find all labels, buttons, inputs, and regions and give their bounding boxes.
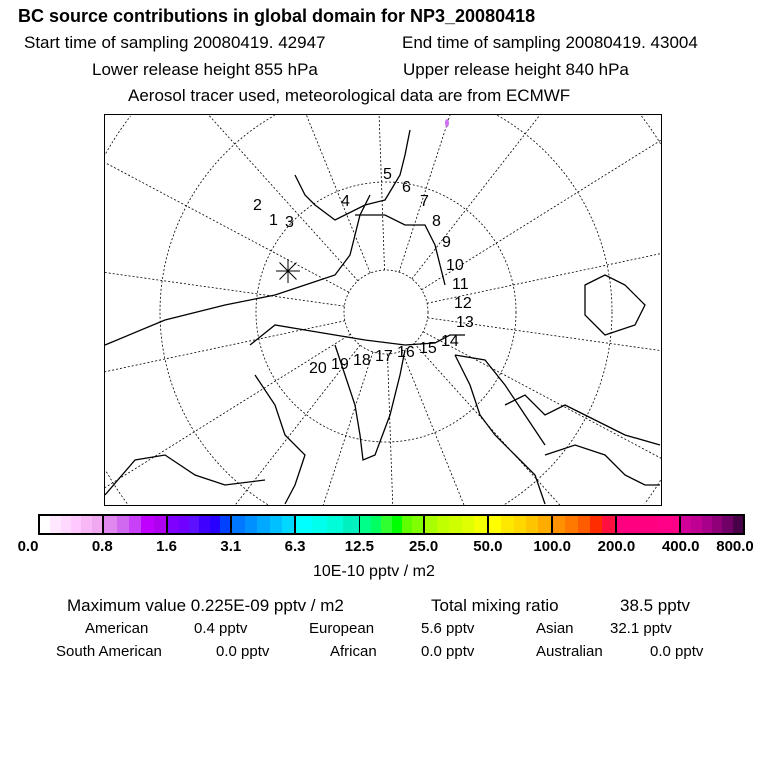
meridian-line — [323, 352, 373, 505]
concentration-spot — [445, 119, 449, 127]
colorbar-segment — [425, 516, 489, 533]
colorbar-segment — [168, 516, 232, 533]
color-swatch — [425, 516, 437, 533]
coastline — [545, 445, 660, 485]
color-swatch — [71, 516, 81, 533]
color-swatch — [617, 516, 638, 533]
meridian-line — [105, 163, 349, 293]
color-swatch — [257, 516, 269, 533]
region-value: 0.0 pptv — [216, 643, 270, 660]
polar-map — [104, 114, 662, 506]
color-swatch — [154, 516, 166, 533]
colorbar-tick-label: 100.0 — [533, 538, 571, 555]
latitude-circle — [256, 182, 516, 442]
colorbar-segment — [617, 516, 681, 533]
color-swatch — [117, 516, 129, 533]
color-swatch — [61, 516, 71, 533]
trajectory-label: 15 — [419, 340, 437, 357]
color-swatch — [722, 516, 732, 533]
trajectory-label: 4 — [341, 193, 350, 210]
trajectory-label: 20 — [309, 360, 327, 377]
meridian-line — [209, 115, 358, 281]
region-value: 0.4 pptv — [194, 620, 248, 637]
colorbar-tick-label: 400.0 — [661, 538, 700, 555]
color-swatch — [168, 516, 178, 533]
trajectory-label: 12 — [454, 295, 472, 312]
color-swatch — [702, 516, 712, 533]
colorbar-segment — [489, 516, 553, 533]
color-swatch — [81, 516, 91, 533]
coastline — [105, 455, 265, 495]
meridian-line — [105, 334, 350, 487]
map-canvas — [105, 115, 661, 505]
color-swatch — [343, 516, 359, 533]
color-swatch — [232, 516, 244, 533]
max-value-label: Maximum value 0.225E-09 pptv / m2 — [67, 596, 344, 615]
meridian-line — [105, 273, 344, 307]
color-swatch — [412, 516, 422, 533]
region-name: South American — [56, 643, 162, 660]
color-swatch — [538, 516, 550, 533]
total-mixing-value: 38.5 pptv — [620, 596, 690, 615]
color-swatch — [474, 516, 486, 533]
trajectory-label: 9 — [442, 234, 451, 251]
coastline — [585, 275, 645, 335]
plot-title: BC source contributions in global domain for NP3_20080418 — [18, 6, 536, 26]
color-swatch — [282, 516, 294, 533]
color-swatch — [681, 516, 691, 533]
region-value: 32.1 pptv — [610, 620, 672, 637]
trajectory-label: 3 — [285, 214, 294, 231]
color-swatch — [360, 516, 370, 533]
trajectory-label: 13 — [456, 314, 474, 331]
color-swatch — [712, 516, 722, 533]
total-mixing-label: Total mixing ratio — [431, 596, 559, 615]
color-swatch — [501, 516, 513, 533]
region-name: Asian — [536, 620, 574, 637]
lower-release-label: Lower release height 855 hPa — [92, 60, 318, 79]
color-swatch — [602, 516, 614, 533]
meridian-line — [423, 332, 661, 459]
color-swatch — [658, 516, 679, 533]
color-swatch — [526, 516, 538, 533]
colorbar-tick-label: 25.0 — [409, 538, 439, 555]
trajectory-label: 1 — [269, 212, 278, 229]
region-name: European — [309, 620, 375, 637]
color-swatch — [578, 516, 590, 533]
colorbar-tick-label: 3.1 — [220, 538, 242, 555]
trajectory-label: 5 — [383, 166, 392, 183]
color-swatch — [553, 516, 565, 533]
color-swatch — [733, 516, 743, 533]
colorbar-tick-label: 0.8 — [91, 538, 113, 555]
colorbar-segment — [104, 516, 168, 533]
trajectory-label: 19 — [331, 356, 349, 373]
colorbar-tick-label: 0.0 — [17, 538, 39, 555]
trajectory-label: 10 — [446, 257, 464, 274]
region-name: African — [330, 643, 377, 660]
colorbar-tick-label: 1.6 — [156, 538, 177, 555]
color-swatch — [327, 516, 343, 533]
color-swatch — [189, 516, 199, 533]
latitude-circle — [344, 270, 428, 354]
colorbar-tick-label: 12.5 — [344, 538, 374, 555]
color-swatch — [50, 516, 60, 533]
colorbar-segment — [232, 516, 296, 533]
color-swatch — [141, 516, 153, 533]
trajectory-label: 11 — [452, 276, 469, 293]
color-swatch — [462, 516, 474, 533]
colorbar-unit: 10E-10 pptv / m2 — [313, 563, 435, 580]
color-swatch — [381, 516, 391, 533]
trajectory-label: 16 — [397, 344, 415, 361]
tracer-label: Aerosol tracer used, meteorological data are from ECMWF — [128, 86, 571, 105]
meridian-line — [412, 115, 540, 279]
color-swatch — [449, 516, 461, 533]
region-value: 5.6 pptv — [421, 620, 475, 637]
color-swatch — [296, 516, 312, 533]
color-swatch — [270, 516, 282, 533]
trajectory-label: 17 — [375, 348, 393, 365]
colorbar-segment — [296, 516, 360, 533]
trajectory-label: 8 — [432, 213, 441, 230]
color-swatch — [92, 516, 102, 533]
color-swatch — [402, 516, 412, 533]
trajectory-label: 7 — [420, 193, 429, 210]
meridian-line — [402, 351, 464, 505]
region-name: Australian — [536, 643, 603, 660]
region-value: 0.0 pptv — [421, 643, 475, 660]
region-name: American — [85, 620, 149, 637]
meridian-line — [306, 115, 370, 273]
colorbar-segment — [40, 516, 104, 533]
color-swatch — [199, 516, 209, 533]
region-value: 0.0 pptv — [650, 643, 704, 660]
coastline — [105, 195, 370, 345]
trajectory-label: 2 — [253, 197, 262, 214]
start-time-label: Start time of sampling 20080419. 42947 — [24, 33, 326, 52]
color-swatch — [565, 516, 577, 533]
meridian-line — [387, 354, 392, 505]
color-swatch — [489, 516, 501, 533]
colorbar-tick-label: 6.3 — [284, 538, 306, 555]
colorbar-segment — [681, 516, 743, 533]
coastline — [295, 130, 410, 220]
colorbar-tick-label: 50.0 — [473, 538, 503, 555]
trajectory-label: 18 — [353, 352, 371, 369]
color-swatch — [590, 516, 602, 533]
color-swatch — [220, 516, 230, 533]
color-swatch — [437, 516, 449, 533]
color-swatch — [392, 516, 402, 533]
color-swatch — [40, 516, 50, 533]
color-swatch — [691, 516, 701, 533]
colorbar-tick-label: 200.0 — [597, 538, 636, 555]
colorbar-tick-label: 800.0 — [716, 538, 754, 555]
trajectory-label: 14 — [441, 333, 459, 350]
color-swatch — [179, 516, 189, 533]
upper-release-label: Upper release height 840 hPa — [403, 60, 629, 79]
coastline — [455, 355, 545, 504]
colorbar-segment — [360, 516, 424, 533]
coastline — [455, 355, 545, 445]
trajectory-label: 6 — [402, 179, 411, 196]
color-swatch — [245, 516, 257, 533]
color-swatch — [312, 516, 328, 533]
meridian-line — [379, 115, 384, 270]
color-swatch — [104, 516, 116, 533]
coastline — [255, 375, 305, 504]
color-swatch — [638, 516, 659, 533]
color-swatch — [371, 516, 381, 533]
colorbar-segment — [553, 516, 617, 533]
color-swatch — [514, 516, 526, 533]
color-swatch — [210, 516, 220, 533]
end-time-label: End time of sampling 20080419. 43004 — [402, 33, 698, 52]
colorbar — [38, 514, 745, 535]
color-swatch — [129, 516, 141, 533]
